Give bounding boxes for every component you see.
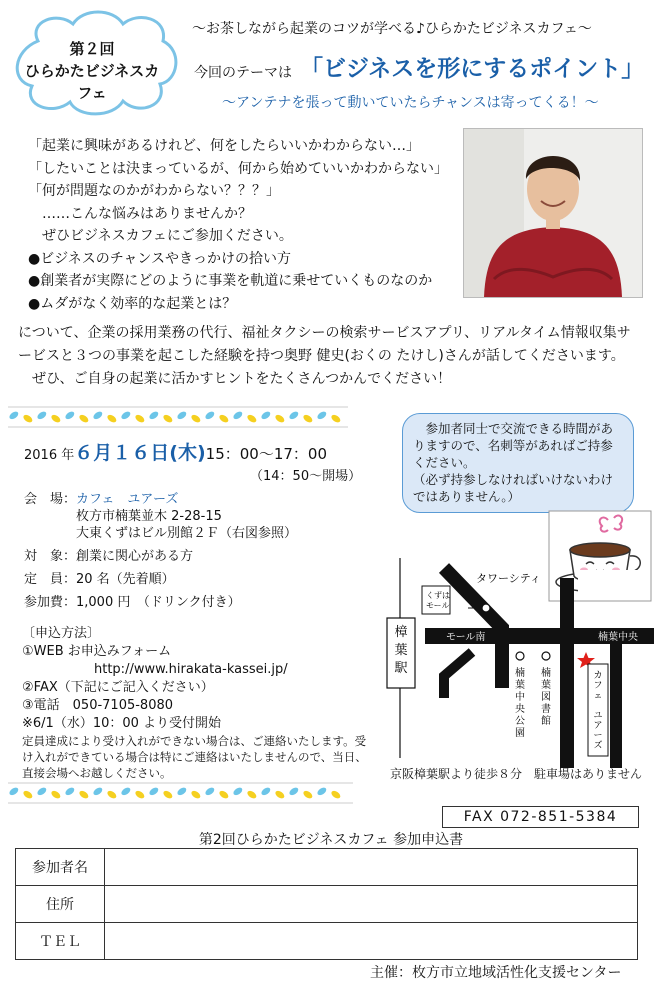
- cloud-title: [22, 38, 162, 104]
- bubble-line: ではありません。）: [413, 489, 521, 504]
- venue-address-1: 枚方市楠葉並木 2-28-15: [76, 509, 222, 524]
- description-text: [18, 322, 648, 391]
- road-cross: [560, 578, 574, 768]
- cup-gap: [578, 570, 650, 600]
- venue-name: カフェ ユアーズ: [76, 492, 179, 507]
- divider-dot: [22, 413, 34, 424]
- intro-line: ●ムダがなく効率的な起業とは？: [28, 295, 237, 312]
- road-east: [610, 644, 622, 768]
- divider-dot: [330, 413, 342, 424]
- apply-note-3: 直接会場へお越しください。: [22, 766, 172, 780]
- dot-divider-top: [8, 406, 348, 428]
- host-organization: 主催：枚方市立地域活性化支援センター: [370, 965, 622, 981]
- divider-dot: [316, 410, 328, 421]
- event-fee: 参加費：1,000 円 （ドリンク付き）: [24, 595, 241, 610]
- divider-dot: [288, 786, 300, 797]
- subtitle: ～アンテナを張って動いていたらチャンスは寄ってくる！～: [222, 95, 599, 111]
- divider-dot: [176, 410, 188, 421]
- form-row-address: [16, 886, 638, 923]
- divider-dot: [120, 410, 132, 421]
- divider-dot: [302, 413, 314, 424]
- event-target: 対 象：創業に関心がある方: [24, 549, 194, 564]
- intro-line: ……こんな悩みはありませんか？: [28, 205, 252, 222]
- event-weekday: (木): [169, 442, 206, 464]
- divider-dot: [8, 786, 20, 797]
- divider-dot: [176, 786, 188, 797]
- name-field[interactable]: [105, 849, 638, 886]
- map-park-label: 葉: [515, 680, 525, 691]
- divider-dot: [50, 413, 62, 424]
- access-map: [382, 548, 654, 768]
- intro-line: 「起業に興味があるけれど、何をしたらいいかわからない…」: [28, 138, 420, 154]
- divider-dot: [204, 410, 216, 421]
- map-library-label: 書: [541, 704, 551, 715]
- apply-heading: 〔申込方法〕: [22, 626, 101, 641]
- fax-number: FAX 072-851-5384: [442, 806, 639, 828]
- divider-dot: [78, 413, 90, 424]
- divider-dot: [302, 789, 314, 800]
- apply-fax: ②FAX（下記にご記入ください）: [22, 680, 214, 695]
- divider-dot: [316, 786, 328, 797]
- divider-dot: [8, 410, 20, 421]
- map-park-label: 楠: [515, 668, 525, 679]
- map-park-label: 央: [515, 704, 525, 715]
- map-library-label: 館: [541, 716, 551, 727]
- intro-line: ●ビジネスのチャンスやきっかけの拾い方: [28, 250, 291, 267]
- event-month: ６: [74, 442, 94, 464]
- apply-tel: ③電話 050-7105-8080: [22, 698, 174, 713]
- tagline: ～お茶しながら起業のコツが学べる♪ひらかたビジネスカフェ～: [192, 21, 592, 37]
- divider-dot: [50, 789, 62, 800]
- form-title: 第2回ひらかたビジネスカフェ 参加申込書: [198, 832, 464, 848]
- apply-url[interactable]: http://www.hirakata-kassei.jp/: [94, 662, 288, 677]
- map-station-label: 駅: [394, 661, 408, 676]
- divider-dot: [106, 789, 118, 800]
- application-form: [15, 848, 638, 960]
- divider-dot: [134, 413, 146, 424]
- bubble-line: 参加者同士で交流できる時間があ: [413, 421, 614, 436]
- divider-dot: [232, 410, 244, 421]
- bubble-note: [402, 413, 634, 513]
- intro-line: ぜひビジネスカフェにご参加ください。: [28, 228, 293, 244]
- park-marker: [516, 652, 524, 660]
- venue-label-text: 会 場：: [24, 492, 77, 507]
- divider-dot: [148, 410, 160, 421]
- map-cafe-label: ズ: [593, 741, 603, 751]
- form-row-tel: [16, 923, 638, 960]
- cloud-title-line1: 第２回: [69, 40, 115, 58]
- divider-dot: [92, 786, 104, 797]
- divider-dot: [92, 410, 104, 421]
- map-park-label: 公: [515, 716, 525, 727]
- divider-dot: [260, 786, 272, 797]
- divider-dot: [36, 410, 48, 421]
- intro-text: [28, 135, 468, 315]
- map-park-label: 園: [515, 728, 525, 739]
- address-field[interactable]: [105, 886, 638, 923]
- map-mall-south-label: モール南: [446, 632, 486, 643]
- event-year: 2016 年: [24, 448, 75, 463]
- divider-dot: [330, 789, 342, 800]
- divider-dot: [64, 786, 76, 797]
- bubble-line: ください。: [413, 455, 476, 470]
- divider-dot: [78, 789, 90, 800]
- dot-divider-bottom: [8, 782, 353, 804]
- road-south-west: [444, 652, 472, 698]
- theme-prefix: 今回のテーマは: [194, 65, 292, 81]
- divider-dot: [260, 410, 272, 421]
- divider-dot: [162, 789, 174, 800]
- map-cafe-label: ア: [593, 721, 603, 731]
- map-cafe-label: ェ: [593, 691, 603, 701]
- cloud-title-line2: ひらかたビジネスカフェ: [24, 62, 160, 102]
- intro-line: 「何が問題なのかがわからない？？？」: [28, 183, 280, 199]
- event-open: （14：50～開場）: [250, 469, 362, 484]
- divider-dot: [22, 789, 34, 800]
- bubble-line: （必ず持参しなければいけないわけ: [413, 472, 614, 487]
- map-cafe-label: フ: [593, 681, 603, 691]
- divider-dot: [218, 413, 230, 424]
- library-marker: [542, 652, 550, 660]
- divider-dot: [106, 413, 118, 424]
- divider-dot: [162, 413, 174, 424]
- speaker-photo: [463, 128, 643, 298]
- map-tower-label: タワーシティ: [476, 572, 541, 585]
- name-label: 参加者名: [16, 849, 105, 886]
- map-park-label: 中: [515, 692, 525, 703]
- map-library-label: 楠: [541, 668, 551, 679]
- divider-dot: [204, 786, 216, 797]
- form-row-name: [16, 849, 638, 886]
- event-day: １６: [112, 442, 151, 464]
- event-date: [24, 438, 327, 465]
- divider-dot: [274, 413, 286, 424]
- description-line: について、企業の採用業務の代行、福祉タクシーの検索サービスアプリ、リアルタイム情報収集サ: [18, 325, 631, 341]
- divider-dot: [218, 789, 230, 800]
- divider-dot: [274, 789, 286, 800]
- divider-dot: [288, 410, 300, 421]
- event-capacity: 定 員：20 名（先着順）: [24, 572, 175, 587]
- apply-note-2: け入れができている場合は特にご連絡はいたしませんので、当日、: [22, 750, 367, 764]
- venue-address-2: 大東くずはビル別館２Ｆ（右図参照）: [76, 526, 298, 541]
- map-kuzuha-center-label: 楠葉中央: [598, 632, 638, 643]
- tower-marker: [482, 604, 490, 612]
- bubble-line: りますので、名刺等があればご持参: [413, 438, 613, 453]
- divider-dot: [36, 786, 48, 797]
- apply-note-1: 定員達成により受け入れができない場合は、ご連絡いたします。受: [22, 734, 367, 748]
- description-line: ぜひ、ご自身の起業に活かすヒントをたくさんつかんでください！: [18, 371, 452, 387]
- divider-dot: [148, 786, 160, 797]
- map-library-label: 図: [541, 692, 551, 703]
- divider-dot: [246, 789, 258, 800]
- tel-label: ＴＥＬ: [16, 923, 105, 960]
- map-cafe-label: ユ: [593, 711, 603, 721]
- intro-line: ●創業者が実際にどのように事業を軌道に乗せていくものなのか: [28, 273, 433, 289]
- description-line: ービスと３つの事業を起こした経験を持つ奥野 健史(おくの たけし)さんが話してくださいます。: [18, 348, 625, 364]
- apply-tel-start: ※6/1（水）10：00 より受付開始: [22, 716, 222, 731]
- apply-section: [22, 625, 367, 781]
- access-note: 京阪樟葉駅より徒歩８分 駐車場はありません: [390, 767, 643, 781]
- map-library-label: 葉: [541, 680, 551, 691]
- map-cafe-label: ー: [593, 731, 603, 741]
- divider-dot: [190, 413, 202, 424]
- divider-dot: [232, 786, 244, 797]
- divider-dot: [120, 786, 132, 797]
- map-station-label: 樟: [394, 625, 408, 640]
- divider-dot: [190, 789, 202, 800]
- theme-title: 「ビジネスを形にするポイント」: [300, 56, 645, 82]
- map-cafe-label: カ: [593, 671, 603, 681]
- event-time: 15：00～17：00: [205, 445, 328, 463]
- address-label: 住所: [16, 886, 105, 923]
- map-station-label: 葉: [394, 643, 408, 658]
- divider-dot: [64, 410, 76, 421]
- divider-dot: [134, 789, 146, 800]
- divider-dot: [246, 413, 258, 424]
- intro-line: 「したいことは決まっているが、何から始めていいかわからない」: [28, 160, 448, 177]
- tel-field[interactable]: [105, 923, 638, 960]
- event-day-unit: 日: [150, 442, 170, 464]
- apply-web: ①WEB お申込みフォーム: [22, 644, 172, 659]
- event-month-unit: 月: [93, 442, 113, 464]
- map-mall-label: くずはモール: [426, 591, 450, 610]
